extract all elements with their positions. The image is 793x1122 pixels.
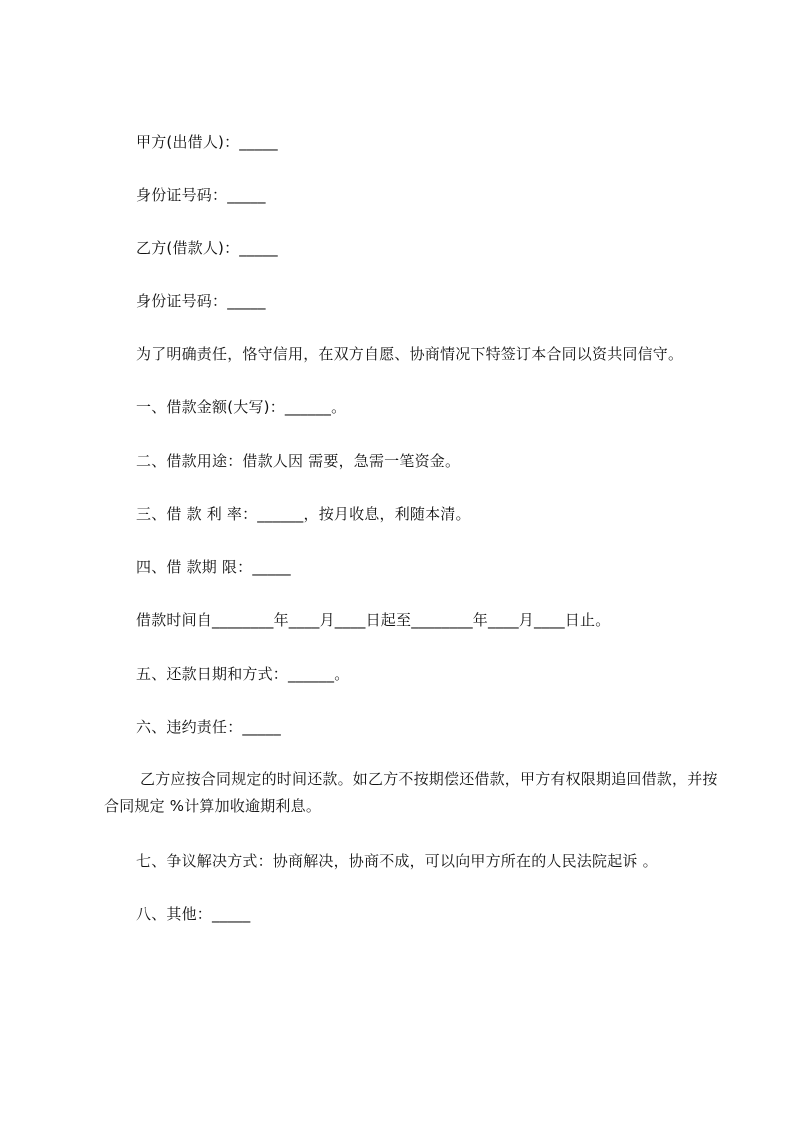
loan-period-line: 借款时间自________年____月____日起至________年____月____日止。 [136, 611, 611, 629]
clause-loan-amount: 一、借款金额(大写)：______。 [136, 398, 347, 416]
party-a-line: 甲方(出借人)：_____ [136, 133, 278, 151]
clause-breach: 六、违约责任：_____ [136, 718, 281, 736]
preamble-text: 为了明确责任，恪守信用，在双方自愿、协商情况下特签订本合同以资共同信守。 [136, 345, 684, 363]
clause-loan-term: 四、借 款期 限：_____ [136, 558, 291, 576]
clause-dispute: 七、争议解决方式：协商解决，协商不成，可以向甲方所在的人民法院起诉 。 [136, 852, 658, 870]
party-b-id-line: 身份证号码：_____ [136, 292, 266, 310]
clause-interest-rate: 三、借 款 利 率：______，按月收息，利随本清。 [136, 505, 471, 523]
breach-paragraph [104, 766, 724, 820]
party-b-line: 乙方(借款人)：_____ [136, 239, 278, 257]
clause-other: 八、其他：_____ [136, 905, 251, 923]
party-a-id-line: 身份证号码：_____ [136, 186, 266, 204]
clause-repayment: 五、还款日期和方式：______。 [136, 665, 350, 683]
clause-loan-purpose: 二、借款用途：借款人因 需要，急需一笔资金。 [136, 452, 461, 470]
breach-paragraph-text: 乙方应按合同规定的时间还款。如乙方不按期偿还借款，甲方有权限期追回借款，并按合同规定 %计算加收逾期利息。 [104, 770, 718, 815]
